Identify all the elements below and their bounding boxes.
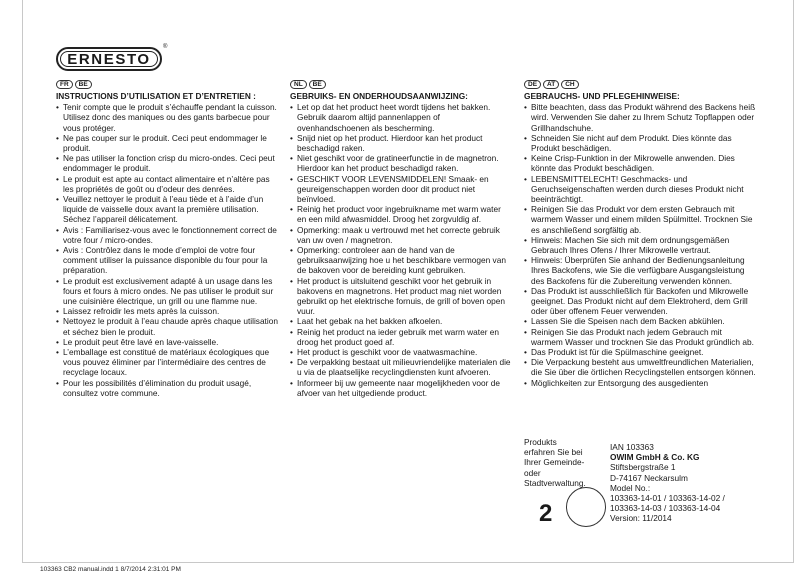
dutch-heading: GEBRUIKS- EN ONDERHOUDSAANWIJZING: [290,91,468,101]
list-item: • Le produit est apte au contact alimentaire et n’altère pas les propriétés de goût ou d’odeur des denrées. [56,174,278,194]
badge-de: DE [524,80,541,89]
logo-inner-border [60,51,158,67]
list-item: • Das Produkt ist ausschließlich für Backofen und Mikrowelle geeignet. Das Produkt nicht auf dem Elektroherd, dem Grill oder über offenem Feuer verwenden. [524,286,756,317]
list-item: • Veuillez nettoyer le produit à l’eau tiède et à l’aide d’un liquide de vaisselle doux avant la première utilisation. Séchez l’appareil délicatement. [56,194,278,225]
list-item: • Opmerking: controleer aan de hand van de gebruiksaanwijzing hoe u het beschikbare vermogen van de bakoven voor de bereiding kunt gebruiken. [290,245,512,276]
list-item: • LEBENSMITTELECHT! Geschmacks- und Geruchseigenschaften werden durch dieses Produkt nicht beeinträchtigt. [524,174,756,205]
list-item: • Ne pas couper sur le produit. Ceci peut endommager le produit. [56,133,278,153]
french-list [56,102,278,398]
list-item: • De verpakking bestaat uit milieuvriendelijke materialen die u via de plaatselijke recyclingdiensten kunt afvoeren. [290,357,512,377]
badge-ch: CH [561,80,578,89]
list-item: • Laissez refroidir les mets après la cuisson. [56,306,278,316]
list-item: • Avis : Contrôlez dans le mode d’emploi de votre four comment utiliser la puissance disponible du four pour la préparation. [56,245,278,276]
list-item: • Möglichkeiten zur Entsorgung des ausgedienten [524,378,756,388]
french-column [56,80,278,398]
list-item: • Snijd niet op het product. Hierdoor kan het product beschadigd raken. [290,133,512,153]
list-item: • Ne pas utiliser la fonction crisp du micro-ondes. Ceci peut endommager le produit. [56,153,278,173]
list-item: • Het product is uitsluitend geschikt voor het gebruik in bakovens en magnetrons. Het product mag niet worden gebruikt op het elektrische fornuis, de grill of boven open vuur. [290,276,512,317]
list-item: • Das Produkt ist für die Spülmaschine geeignet. [524,347,756,357]
ernesto-logo [56,47,162,71]
blank-circle-mark [566,487,606,527]
list-item: • Hinweis: Machen Sie sich mit dem ordnungsgemäßen Gebrauch Ihres Ofens / Ihrer Mikrowelle vertraut. [524,235,756,255]
list-item: • Niet geschikt voor de gratineerfunctie in de magnetron. Hierdoor kan het product beschadigd raken. [290,153,512,173]
street: Stiftsbergstraße 1 [610,462,676,473]
country-badges-nl [290,80,512,89]
badge-fr: FR [56,80,73,89]
logo-text: ERNESTO [67,50,151,68]
badge-be: BE [75,80,92,89]
model-label: Model No.: [610,482,651,493]
list-item: • GESCHIKT VOOR LEVENSMIDDELEN! Smaak- en geureigenschappen worden door dit product niet beïnvloed. [290,174,512,205]
list-item: • Tenir compte que le produit s’échauffe pendant la cuisson. Utilisez donc des maniques ou des gants barbecue pour vous protéger. [56,102,278,133]
country-badges-fr [56,80,278,89]
list-item: • Opmerking: maak u vertrouwd met het correcte gebruik van uw oven / magnetron. [290,225,512,245]
page-number: 2 [539,500,553,527]
list-item: • Let op dat het product heet wordt tijdens het bakken. Gebruik daarom altijd pannenlappen of ovenhandschoenen als bescherming. [290,102,512,133]
dutch-column [290,80,512,398]
german-column [524,80,756,388]
french-heading: INSTRUCTIONS D’UTILISATION ET D’ENTRETIEN : [56,91,256,101]
city: D-74167 Neckarsulm [610,472,688,483]
list-item: • Reinigen Sie das Produkt vor dem ersten Gebrauch mit warmem Wasser und einem milden Spülmittel. Trocknen Sie es anschließend sorgfältig ab. [524,204,756,235]
registered-mark: ® [163,44,168,50]
badge-be: BE [309,80,326,89]
list-item: • Schneiden Sie nicht auf dem Produkt. Dies könnte das Produkt beschädigen. [524,133,756,153]
model-numbers-2: 103363-14-03 / 103363-14-04 [610,503,721,514]
list-item: • Reinig het product voor ingebruikname met warm water en een mild afwasmiddel. Droog het zorgvuldig af. [290,204,512,224]
badge-nl: NL [290,80,307,89]
manufacturer-address [610,442,725,524]
badge-at: AT [543,80,559,89]
list-item: • Keine Crisp-Funktion in der Mikrowelle anwenden. Dies könnte das Produkt beschädigen. [524,153,756,173]
list-item: • Die Verpackung besteht aus umweltfreundlichen Materialien, die Sie über die örtlichen Recyclingstellen entsorgen können. [524,357,756,377]
list-item: • Reinig het product na ieder gebruik met warm water en droog het product goed af. [290,327,512,347]
ian-number: IAN 103363 [610,442,654,452]
list-item: • Lassen Sie die Speisen nach dem Backen abkühlen. [524,316,756,326]
german-heading: GEBRAUCHS- UND PFLEGEHINWEISE: [524,91,680,101]
list-item: • Nettoyez le produit à l’eau chaude après chaque utilisation et séchez bien le produit. [56,316,278,336]
list-item: • Hinweis: Überprüfen Sie anhand der Bedienungsanleitung Ihres Backofens, wie Sie die verfügbare Ausgangsleistung des Backofens für die Zubereitung verwenden können. [524,255,756,286]
list-item: • Le produit peut être lavé en lave-vaisselle. [56,337,278,347]
list-item: • Informeer bij uw gemeente naar mogelijkheden voor de afvoer van het uitgediende product. [290,378,512,398]
list-item: • Pour les possibilités d’élimination du produit usagé, consultez votre commune. [56,378,278,398]
dutch-list [290,102,512,398]
list-item: • L’emballage est constitué de matériaux écologiques que vous pouvez éliminer par l’intermédiaire des centres de recyclage locaux. [56,347,278,378]
list-item: • Avis : Familiarisez-vous avec le fonctionnement correct de votre four / micro-ondes. [56,225,278,245]
company-name: OWIM GmbH & Co. KG [610,452,700,463]
model-numbers-1: 103363-14-01 / 103363-14-02 / [610,493,725,504]
german-list [524,102,756,388]
version: Version: 11/2014 [610,513,672,524]
german-disposal-tail: Produkts erfahren Sie bei Ihrer Gemeinde- oder Stadtverwaltung. [524,437,586,488]
print-footer: 103363 CB2 manual.indd 1 8/7/2014 2:31:01 PM [40,566,181,573]
country-badges-de [524,80,756,89]
list-item: • Bitte beachten, dass das Produkt während des Backens heiß wird. Verwenden Sie daher zu Ihrem Schutz Topflappen oder Grillhandschuhe. [524,102,756,133]
list-item: • Het product is geschikt voor de vaatwasmachine. [290,347,512,357]
list-item: • Le produit est exclusivement adapté à un usage dans les fours et fours à micro ondes. Ne pas utiliser le produit sur une cuisinière électrique, un grill ou une flamme nue. [56,276,278,307]
list-item: • Reinigen Sie das Produkt nach jedem Gebrauch mit warmem Wasser und trocknen Sie das Produkt gründlich ab. [524,327,756,347]
list-item: • Laat het gebak na het bakken afkoelen. [290,316,512,326]
